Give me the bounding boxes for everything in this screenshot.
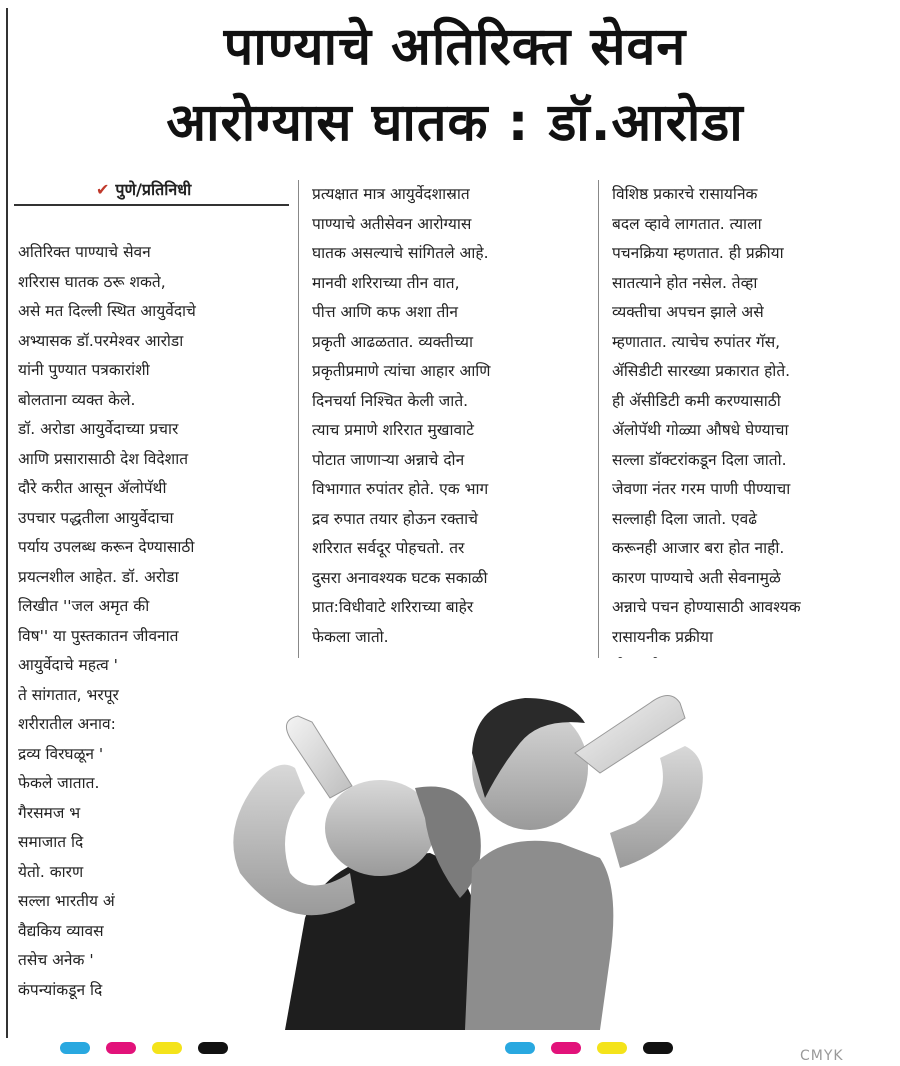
article-line: उपचार पद्धतीला आयुर्वेदाचा — [18, 508, 174, 527]
article-line: द्रव्य विरघळून ' — [18, 744, 104, 763]
headline-line-1: पाण्याचे अतिरिक्त सेवन — [223, 17, 687, 77]
article-line: लिखीत ''जल अमृत की — [18, 597, 150, 615]
article-column-2 — [312, 180, 590, 652]
article-line: पाण्याचे अतीसेवन आरोग्यास — [312, 214, 472, 233]
article-line: अभ्यासक डॉ.परमेश्वर आरोडा — [18, 331, 184, 350]
article-line: येतो. कारण — [18, 862, 84, 881]
left-border-rule — [6, 8, 8, 1038]
article-line: सल्ला भारतीय अं — [18, 892, 115, 910]
article-line: व्यक्तीचा अपचन झाले असे — [612, 303, 764, 321]
yellow-dot — [152, 1042, 182, 1054]
byline-text: पुणे/प्रतिनिधी — [115, 180, 192, 199]
headline-line-2: आरोग्यास घातक : डॉ.आरोडा — [166, 93, 744, 153]
article-line: बोलताना व्यक्त केले. — [18, 390, 136, 409]
article-line: वैद्यकिय व्यावस — [18, 921, 104, 940]
registration-marks-left — [60, 1040, 250, 1056]
article-line: प्रयत्नशील आहेत. डॉ. अरोडा — [18, 567, 179, 586]
article-line: पचनक्रिया म्हणतात. ही प्रक्रीया — [612, 244, 784, 262]
article-line: म्हणातात. त्याचेच रुपांतर गॅस, — [612, 332, 781, 351]
article-line: कारण पाण्याचे अती सेवनामुळे — [612, 568, 781, 587]
article-line: सल्ला डॉक्टरांकडून दिला जातो. — [612, 450, 787, 469]
magenta-dot — [551, 1042, 581, 1054]
yellow-dot — [597, 1042, 627, 1054]
article-line: करूनही आजार बरा होत नाही. — [612, 539, 785, 557]
article-line: आयुर्वेदाचे महत्व ' — [18, 656, 118, 674]
cmyk-label: CMYK — [800, 1048, 844, 1064]
byline-underline — [14, 204, 289, 206]
article-line: तसेच अनेक ' — [18, 951, 94, 969]
article-line: घातक असल्याचे सांगितले आहे. — [312, 244, 489, 262]
article-line: फेकला जातो. — [312, 627, 389, 646]
article-line: सातत्याने होत नसेल. तेव्हा — [612, 273, 758, 292]
article-line: ही ॲसीडिटी कमी करण्यासाठी — [612, 391, 781, 410]
article-line: दिनचर्या निश्चित केली जाते. — [312, 391, 469, 410]
article-line: डॉ. अरोडा आयुर्वेदाच्या प्रचार — [18, 420, 179, 438]
article-line: गैरसमज भ — [18, 803, 81, 822]
article-line: बदल व्हावे लागतात. त्याला — [612, 214, 762, 233]
article-line: प्रात:विधीवाटे शरिराच्या बाहेर — [312, 598, 474, 616]
black-dot — [643, 1042, 673, 1054]
article-line: यांनी पुण्यात पत्रकारांशी — [18, 361, 150, 379]
article-line: अन्नाचे पचन होण्यासाठी आवश्यक — [612, 598, 801, 616]
two-people-drinking-water-photo — [180, 658, 740, 1030]
registration-marks-right — [505, 1040, 695, 1056]
article-line: आणि प्रसारासाठी देश विदेशात — [18, 449, 189, 468]
article-line: ते सांगतात, भरपूर — [18, 685, 119, 704]
article-line: विभागात रुपांतर होते. एक भाग — [312, 480, 489, 498]
column-divider-1 — [298, 180, 299, 660]
article-line: असे मत दिल्ली स्थित आयुर्वेदाचे — [18, 302, 196, 320]
article-line: पर्याय उपलब्ध करून देण्यासाठी — [18, 538, 195, 556]
article-line: पीत्त आणि कफ अशा तीन — [312, 303, 459, 321]
article-line: शरीरातील अनाव: — [18, 715, 116, 733]
article-line: रासायनीक प्रक्रीया — [612, 627, 714, 646]
article-line: अतिरिक्त पाण्याचे सेवन — [18, 243, 151, 261]
magenta-dot — [106, 1042, 136, 1054]
cyan-dot — [60, 1042, 90, 1054]
article-line: फेकले जातात. — [18, 774, 100, 792]
article-line: कंपन्यांकडून दि — [18, 980, 103, 999]
byline — [96, 178, 191, 200]
article-line: विष'' या पुस्तकातन जीवनात — [18, 626, 179, 645]
article-line: प्रकृतीप्रमाणे त्यांचा आहार आणि — [312, 362, 491, 380]
article-line: प्रत्यक्षात मात्र आयुर्वेदशास्रात — [312, 185, 470, 203]
article-line: विशिष्ठ प्रकारचे रासायनिक — [612, 185, 758, 203]
article-line: दुसरा अनावश्यक घटक सकाळी — [312, 568, 488, 587]
article-line: सल्लाही दिला जातो. एवढे — [612, 509, 757, 528]
article-line: दौरे करीत आसून ॲलोपॅथी — [18, 479, 167, 497]
cyan-dot — [505, 1042, 535, 1054]
article-line: ॲसिडीटी सारख्या प्रकारात होते. — [612, 362, 791, 380]
column-divider-2 — [598, 180, 599, 660]
article-line: जेवणा नंतर गरम पाणी पीण्याचा — [612, 480, 791, 498]
article-line: द्रव रुपात तयार होऊन रक्ताचे — [312, 509, 479, 528]
article-line: ॲलोपॅथी गोळ्या औषधे घेण्याचा — [612, 421, 789, 439]
article-line: समाजात दि — [18, 833, 84, 851]
article-line: त्याच प्रमाणे शरिरात मुखावाटे — [312, 421, 474, 439]
article-line: शरिरास घातक ठरू शकते, — [18, 272, 166, 291]
article-line: शरिरात सर्वदूर पोहचतो. तर — [312, 539, 465, 557]
article-line: प्रकृती आढळतात. व्यक्तीच्या — [312, 332, 473, 351]
checkmark-icon: ✔ — [96, 180, 110, 199]
article-line: पोटात जाणाऱ्या अन्नाचे दोन — [312, 450, 465, 469]
article-line: मानवी शरिराच्या तीन वात, — [312, 273, 460, 292]
black-dot — [198, 1042, 228, 1054]
